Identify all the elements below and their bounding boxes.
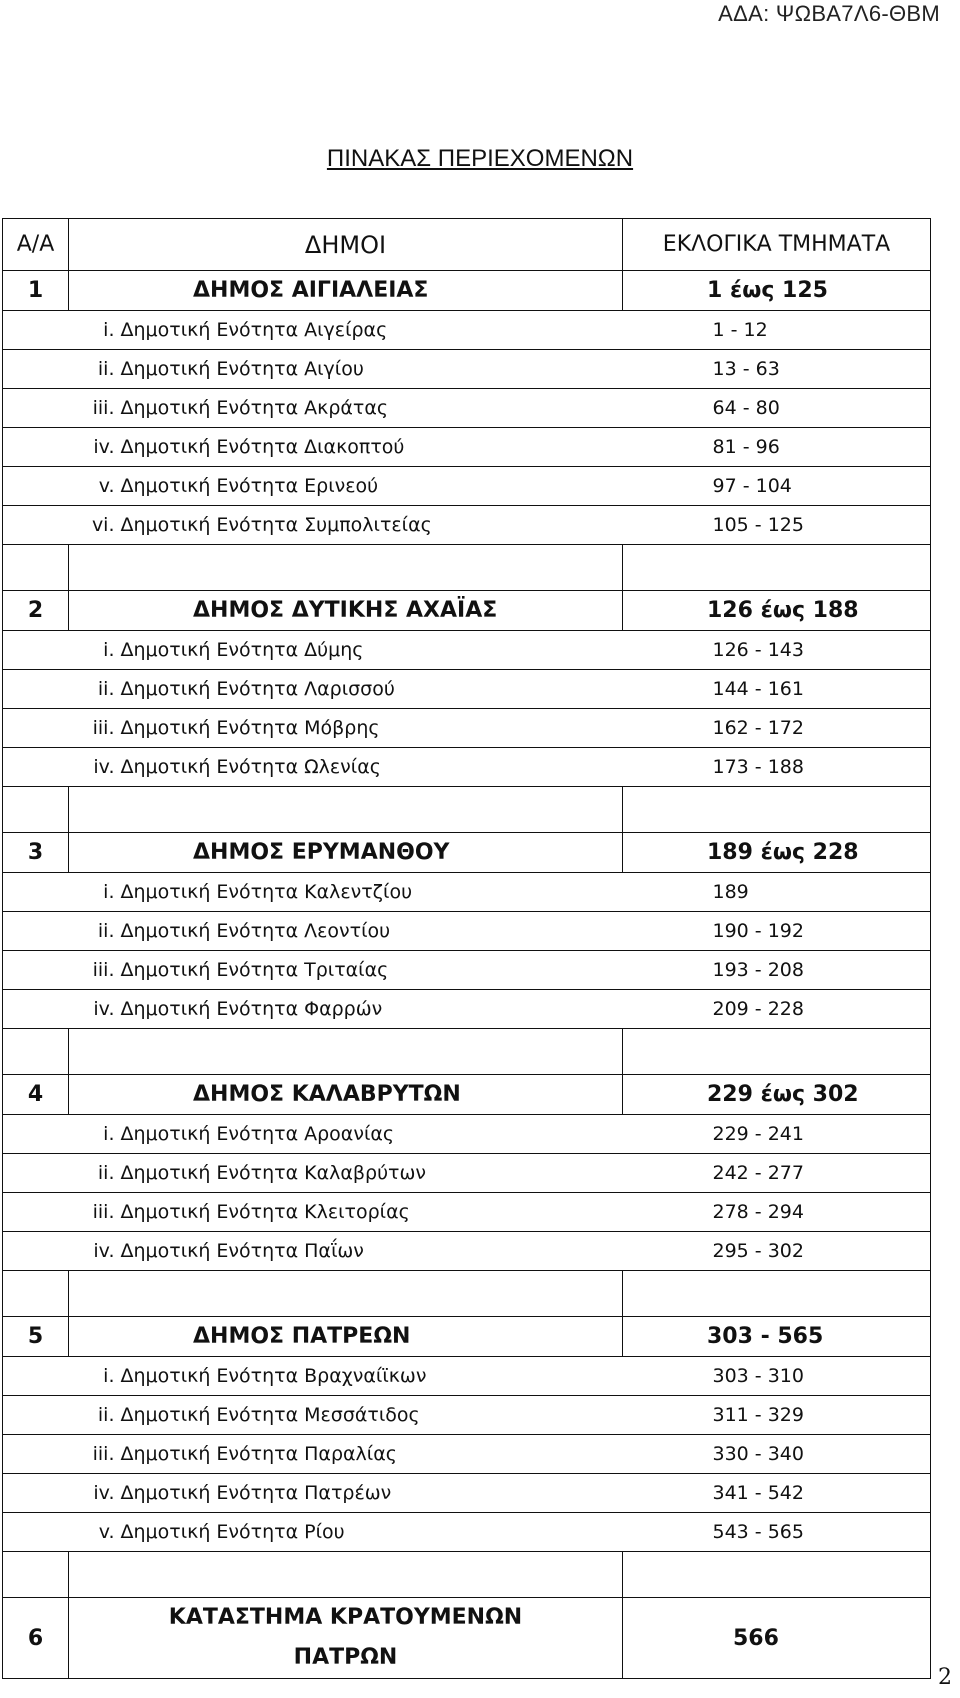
unit-row	[3, 311, 931, 350]
unit-range: 81 - 96	[623, 428, 931, 467]
header-row	[3, 219, 931, 271]
unit-roman-numeral: iii.	[92, 959, 115, 981]
unit-roman-numeral: ii.	[97, 1162, 115, 1184]
spacer-cell	[69, 1271, 623, 1317]
municipality-number: 3	[3, 833, 69, 873]
municipality-number: 1	[3, 271, 69, 311]
unit-cell	[69, 428, 623, 467]
unit-spacer	[3, 506, 69, 545]
spacer-cell	[3, 545, 69, 591]
unit-range: 229 - 241	[623, 1115, 931, 1154]
unit-row	[3, 951, 931, 990]
unit-cell	[69, 389, 623, 428]
unit-range: 173 - 188	[623, 748, 931, 787]
unit-row	[3, 467, 931, 506]
unit-range: 193 - 208	[623, 951, 931, 990]
unit-roman-numeral: i.	[103, 881, 115, 903]
detention-center-name	[69, 1598, 623, 1679]
unit-row	[3, 873, 931, 912]
spacer-cell	[623, 787, 931, 833]
name-line-1: ΚΑΤΑΣΤΗΜΑ ΚΡΑΤΟΥΜΕΝΩΝ	[168, 1605, 523, 1630]
unit-cell	[69, 1232, 623, 1271]
municipality-row	[3, 591, 931, 631]
unit-roman-numeral: iii.	[92, 717, 115, 739]
unit-row	[3, 748, 931, 787]
municipality-name: ΔΗΜΟΣ ΠΑΤΡΕΩΝ	[69, 1317, 623, 1357]
unit-roman-numeral: iv.	[93, 436, 115, 458]
unit-cell	[69, 912, 623, 951]
unit-spacer	[3, 631, 69, 670]
municipality-number: 5	[3, 1317, 69, 1357]
unit-row	[3, 912, 931, 951]
toc-body	[3, 219, 931, 1679]
municipality-name: ΔΗΜΟΣ ΕΡΥΜΑΝΘΟΥ	[69, 833, 623, 873]
unit-name: Δημοτική Ενότητα Λεοντίου	[120, 920, 391, 942]
unit-cell	[69, 1396, 623, 1435]
unit-spacer	[3, 912, 69, 951]
unit-row	[3, 350, 931, 389]
unit-roman-numeral: iv.	[93, 756, 115, 778]
unit-cell	[69, 1513, 623, 1552]
unit-name: Δημοτική Ενότητα Διακοπτού	[120, 436, 405, 458]
unit-roman-numeral: ii.	[97, 920, 115, 942]
unit-range: 311 - 329	[623, 1396, 931, 1435]
spacer-cell	[69, 1029, 623, 1075]
unit-name: Δημοτική Ενότητα Βραχναίϊκων	[120, 1365, 427, 1387]
unit-spacer	[3, 1474, 69, 1513]
spacer-cell	[69, 787, 623, 833]
unit-name: Δημοτική Ενότητα Αροανίας	[120, 1123, 395, 1145]
unit-row	[3, 990, 931, 1029]
unit-range: 1 - 12	[623, 311, 931, 350]
unit-range: 97 - 104	[623, 467, 931, 506]
unit-cell	[69, 951, 623, 990]
unit-cell	[69, 990, 623, 1029]
unit-name: Δημοτική Ενότητα Μόβρης	[120, 717, 380, 739]
municipality-name: ΔΗΜΟΣ ΔΥΤΙΚΗΣ ΑΧΑΪΑΣ	[69, 591, 623, 631]
unit-roman-numeral: v.	[98, 1521, 115, 1543]
unit-name: Δημοτική Ενότητα Ακράτας	[120, 397, 389, 419]
spacer-cell	[3, 1271, 69, 1317]
unit-roman-numeral: iv.	[93, 998, 115, 1020]
unit-row	[3, 670, 931, 709]
unit-range: 126 - 143	[623, 631, 931, 670]
ada-code: ΑΔΑ: ΨΩΒΑ7Λ6-ΘΒΜ	[718, 1, 940, 26]
unit-row	[3, 428, 931, 467]
unit-row	[3, 389, 931, 428]
header-tmimata: ΕΚΛΟΓΙΚΑ ΤΜΗΜΑΤΑ	[623, 219, 931, 271]
unit-roman-numeral: ii.	[97, 678, 115, 700]
unit-name: Δημοτική Ενότητα Κλειτορίας	[120, 1201, 410, 1223]
unit-range: 341 - 542	[623, 1474, 931, 1513]
spacer-cell	[3, 1552, 69, 1598]
toc-table	[2, 218, 931, 1679]
municipality-row	[3, 833, 931, 873]
municipality-range: 1 έως 125	[623, 271, 931, 311]
unit-cell	[69, 748, 623, 787]
unit-range: 144 - 161	[623, 670, 931, 709]
spacer-cell	[623, 1552, 931, 1598]
row-number: 6	[3, 1598, 69, 1679]
unit-cell	[69, 506, 623, 545]
municipality-row	[3, 271, 931, 311]
unit-roman-numeral: iv.	[93, 1482, 115, 1504]
unit-spacer	[3, 990, 69, 1029]
unit-cell	[69, 1115, 623, 1154]
unit-row	[3, 1193, 931, 1232]
unit-spacer	[3, 709, 69, 748]
header-aa: Α/Α	[3, 219, 69, 271]
unit-name: Δημοτική Ενότητα Δύμης	[120, 639, 364, 661]
unit-roman-numeral: iii.	[92, 1443, 115, 1465]
unit-name: Δημοτική Ενότητα Παΐων	[120, 1240, 364, 1262]
municipality-row	[3, 1317, 931, 1357]
unit-cell	[69, 1357, 623, 1396]
municipality-number: 2	[3, 591, 69, 631]
unit-name: Δημοτική Ενότητα Ερινεού	[120, 475, 379, 497]
unit-spacer	[3, 1513, 69, 1552]
municipality-name: ΔΗΜΟΣ ΚΑΛΑΒΡΥΤΩΝ	[69, 1075, 623, 1115]
unit-cell	[69, 1474, 623, 1513]
unit-spacer	[3, 748, 69, 787]
unit-name: Δημοτική Ενότητα Αιγείρας	[120, 319, 388, 341]
spacer-cell	[623, 545, 931, 591]
unit-name: Δημοτική Ενότητα Καλεντζίου	[120, 881, 413, 903]
unit-name: Δημοτική Ενότητα Καλαβρύτων	[120, 1162, 427, 1184]
unit-name: Δημοτική Ενότητα Φαρρών	[120, 998, 383, 1020]
unit-row	[3, 1232, 931, 1271]
page-number: 2	[938, 1665, 952, 1690]
unit-roman-numeral: ii.	[97, 358, 115, 380]
name-line-2: ΠΑΤΡΩΝ	[293, 1645, 398, 1670]
unit-spacer	[3, 428, 69, 467]
unit-row	[3, 1154, 931, 1193]
unit-range: 543 - 565	[623, 1513, 931, 1552]
unit-range: 105 - 125	[623, 506, 931, 545]
unit-spacer	[3, 1193, 69, 1232]
unit-spacer	[3, 873, 69, 912]
unit-spacer	[3, 951, 69, 990]
unit-range: 278 - 294	[623, 1193, 931, 1232]
unit-cell	[69, 873, 623, 912]
spacer-cell	[69, 545, 623, 591]
spacer-cell	[623, 1271, 931, 1317]
unit-spacer	[3, 389, 69, 428]
unit-range: 13 - 63	[623, 350, 931, 389]
municipality-range: 189 έως 228	[623, 833, 931, 873]
spacer-row	[3, 1271, 931, 1317]
unit-range: 242 - 277	[623, 1154, 931, 1193]
unit-range: 330 - 340	[623, 1435, 931, 1474]
unit-spacer	[3, 1396, 69, 1435]
unit-row	[3, 1474, 931, 1513]
unit-name: Δημοτική Ενότητα Μεσσάτιδος	[120, 1404, 420, 1426]
municipality-range: 303 - 565	[623, 1317, 931, 1357]
unit-roman-numeral: iii.	[92, 397, 115, 419]
unit-roman-numeral: i.	[103, 639, 115, 661]
unit-cell	[69, 350, 623, 389]
unit-spacer	[3, 670, 69, 709]
unit-range: 190 - 192	[623, 912, 931, 951]
spacer-row	[3, 1552, 931, 1598]
unit-name: Δημοτική Ενότητα Παραλίας	[120, 1443, 397, 1465]
unit-row	[3, 709, 931, 748]
municipality-row	[3, 1075, 931, 1115]
spacer-row	[3, 545, 931, 591]
unit-roman-numeral: i.	[103, 1365, 115, 1387]
unit-spacer	[3, 1357, 69, 1396]
unit-cell	[69, 670, 623, 709]
unit-cell	[69, 709, 623, 748]
unit-range: 64 - 80	[623, 389, 931, 428]
unit-name: Δημοτική Ενότητα Λαρισσού	[120, 678, 395, 700]
unit-name: Δημοτική Ενότητα Συμπολιτείας	[120, 514, 432, 536]
unit-range: 189	[623, 873, 931, 912]
detention-center-range: 566	[623, 1598, 931, 1679]
spacer-cell	[69, 1552, 623, 1598]
unit-name: Δημοτική Ενότητα Ωλενίας	[120, 756, 381, 778]
unit-row	[3, 1435, 931, 1474]
unit-spacer	[3, 311, 69, 350]
header-dimoi: ΔΗΜΟΙ	[69, 219, 623, 271]
unit-range: 303 - 310	[623, 1357, 931, 1396]
municipality-number: 4	[3, 1075, 69, 1115]
unit-range: 162 - 172	[623, 709, 931, 748]
unit-spacer	[3, 1154, 69, 1193]
unit-spacer	[3, 350, 69, 389]
spacer-row	[3, 787, 931, 833]
unit-name: Δημοτική Ενότητα Ρίου	[120, 1521, 345, 1543]
unit-range: 295 - 302	[623, 1232, 931, 1271]
unit-spacer	[3, 1232, 69, 1271]
spacer-row	[3, 1029, 931, 1075]
unit-roman-numeral: i.	[103, 1123, 115, 1145]
unit-roman-numeral: v.	[98, 475, 115, 497]
spacer-cell	[3, 1029, 69, 1075]
spacer-cell	[3, 787, 69, 833]
unit-row	[3, 506, 931, 545]
unit-cell	[69, 1435, 623, 1474]
unit-spacer	[3, 1435, 69, 1474]
unit-cell	[69, 1154, 623, 1193]
page-title: ΠΙΝΑΚΑΣ ΠΕΡΙΕΧΟΜΕΝΩΝ	[326, 145, 634, 172]
unit-cell	[69, 1193, 623, 1232]
unit-row	[3, 1396, 931, 1435]
unit-roman-numeral: ii.	[97, 1404, 115, 1426]
unit-roman-numeral: iv.	[93, 1240, 115, 1262]
unit-roman-numeral: vi.	[91, 514, 115, 536]
unit-row	[3, 1115, 931, 1154]
unit-roman-numeral: iii.	[92, 1201, 115, 1223]
unit-row	[3, 631, 931, 670]
unit-row	[3, 1513, 931, 1552]
municipality-name: ΔΗΜΟΣ ΑΙΓΙΑΛΕΙΑΣ	[69, 271, 623, 311]
unit-roman-numeral: i.	[103, 319, 115, 341]
unit-spacer	[3, 1115, 69, 1154]
unit-name: Δημοτική Ενότητα Τριταίας	[120, 959, 389, 981]
unit-cell	[69, 631, 623, 670]
detention-center-row	[3, 1598, 931, 1679]
municipality-range: 229 έως 302	[623, 1075, 931, 1115]
unit-cell	[69, 311, 623, 350]
unit-name: Δημοτική Ενότητα Πατρέων	[120, 1482, 392, 1504]
municipality-range: 126 έως 188	[623, 591, 931, 631]
spacer-cell	[623, 1029, 931, 1075]
unit-row	[3, 1357, 931, 1396]
unit-range: 209 - 228	[623, 990, 931, 1029]
unit-spacer	[3, 467, 69, 506]
unit-name: Δημοτική Ενότητα Αιγίου	[120, 358, 364, 380]
unit-cell	[69, 467, 623, 506]
